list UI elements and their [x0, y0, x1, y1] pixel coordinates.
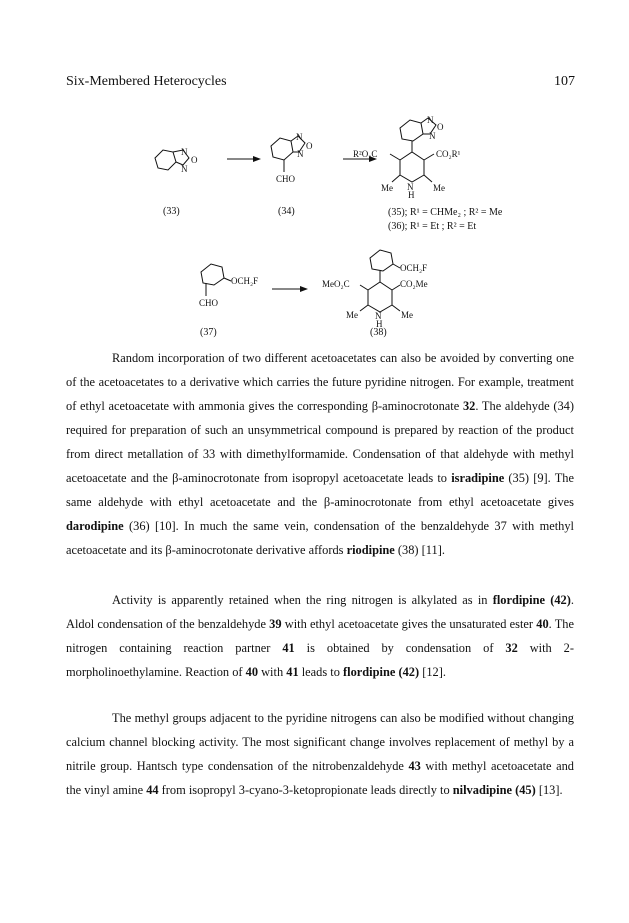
- atom-label: Me: [346, 310, 358, 320]
- atom-label: H: [376, 319, 383, 329]
- bold-term: nilvadipine (45): [452, 783, 536, 797]
- reaction-scheme: [0, 0, 629, 350]
- bold-term: isradipine: [451, 471, 505, 485]
- compound-label: (37): [200, 327, 217, 338]
- arrowhead-3: [300, 286, 308, 292]
- atom-label: CHO: [276, 174, 296, 184]
- bold-term: flordipine (42): [343, 665, 420, 679]
- paragraph: [66, 706, 574, 802]
- text-run: . The aldehyde (34) required for preparation of such an unsymmetrical compound is prepared by reaction of the product from direct metallation of 33 with dimethylformamide. Condensation of that aldehyde with methyl acetoacetate and the β-aminocrotonate from isopropyl acetoacetate leads to: [66, 399, 574, 485]
- bold-term: 40: [536, 617, 549, 631]
- text-run: (38) [11].: [394, 543, 445, 557]
- atom-label: N: [427, 115, 434, 125]
- paragraph: [66, 588, 574, 684]
- compound-label: (38): [370, 327, 387, 338]
- bold-term: darodipine: [66, 519, 124, 533]
- atom-label: O: [191, 155, 198, 165]
- arrowhead-1: [253, 156, 261, 162]
- atom-label: N: [297, 149, 304, 159]
- page-number: 107: [554, 74, 575, 89]
- paragraph-text: [66, 711, 574, 797]
- bold-term: 32: [505, 641, 518, 655]
- atom-label: MeO₂C: [322, 279, 350, 289]
- compound-38-structure: [360, 250, 400, 312]
- compound-label: (34): [278, 206, 295, 217]
- text-run: Activity is apparently retained when the ring nitrogen is alkylated as in: [112, 593, 493, 607]
- running-header: Six-Membered Heterocycles: [66, 74, 227, 89]
- text-run: The methyl groups adjacent to the pyridine nitrogens can also be modified without changing calcium channel blocking activity. The most significant change involves replacement of methyl by a nitrile group. Hantsch type condensation of the nitrobenzaldehyde: [66, 711, 574, 773]
- paragraph-text: [66, 351, 574, 557]
- text-run: with methyl acetoacetate and the vinyl amine: [66, 759, 574, 797]
- text-run: with 2- morpholinoethylamine. Reaction of: [66, 641, 575, 679]
- atom-label: O: [306, 141, 313, 151]
- atom-label: CHO: [199, 298, 219, 308]
- atom-label: N: [296, 132, 303, 142]
- atom-label: Me: [381, 183, 393, 193]
- atom-label: N: [181, 164, 188, 174]
- text-run: [13].: [535, 783, 563, 797]
- atom-label: H: [408, 190, 415, 200]
- text-run: with ethyl acetoacetate gives the unsaturated ester: [281, 617, 537, 631]
- compound-37-structure: [201, 264, 231, 296]
- compound-35-36-structure: [390, 118, 436, 182]
- atom-label: N: [407, 182, 414, 192]
- atom-label: OCH₂F: [231, 276, 259, 286]
- bold-term: 41: [286, 665, 299, 679]
- atom-label: N: [375, 311, 382, 321]
- atom-label: O: [437, 122, 444, 132]
- atom-label: N: [429, 131, 436, 141]
- atom-label: R²O₂C: [353, 149, 378, 159]
- text-run: Random incorporation of two different acetoacetates can also be avoided by converting one of the acetoacetates to a derivative which carries the future pyridine nitrogen. For example, treatment of ethyl acetoacetate with ammonia gives the corresponding β-aminocrotonate: [66, 351, 574, 413]
- text-run: with: [258, 665, 287, 679]
- compound-label: (33): [163, 206, 180, 217]
- bold-term: 43: [408, 759, 421, 773]
- text-run: . Aldol condensation of the benzaldehyde: [66, 593, 574, 631]
- bold-term: 41: [282, 641, 295, 655]
- paragraph-text: [66, 593, 574, 679]
- bold-term: flordipine (42): [492, 593, 571, 607]
- compound-label: (36); R¹ = Et ; R² = Et: [388, 221, 477, 232]
- bold-term: 32: [462, 399, 476, 413]
- bold-term: 39: [269, 617, 282, 631]
- text-run: . The nitrogen containing reaction partner: [66, 617, 574, 655]
- text-run: leads to: [298, 665, 344, 679]
- atom-label: Me: [433, 183, 445, 193]
- text-run: [12].: [419, 665, 446, 679]
- atom-label: CO₂Me: [400, 279, 428, 289]
- atom-label: CO₂R¹: [436, 149, 461, 159]
- text-run: is obtained by condensation of: [294, 641, 506, 655]
- compound-label: (35); R¹ = CHMe₂ ; R² = Me: [388, 207, 503, 218]
- paragraph: [66, 346, 574, 562]
- bold-term: 44: [146, 783, 159, 797]
- text-run: (35) [9]. The same aldehyde with ethyl acetoacetate and the β-aminocrotonate from ethyl acetoacetate gives: [66, 471, 574, 509]
- atom-label: N: [181, 147, 188, 157]
- text-run: from isopropyl 3-cyano-3-ketopropionate leads directly to: [158, 783, 453, 797]
- bold-term: riodipine: [346, 543, 395, 557]
- bold-term: 40: [245, 665, 259, 679]
- atom-label: OCH₂F: [400, 263, 428, 273]
- text-run: (36) [10]. In much the same vein, condensation of the benzaldehyde 37 with methyl acetoacetate and its β-aminocrotonate derivative affords: [66, 519, 574, 557]
- atom-label: Me: [401, 310, 413, 320]
